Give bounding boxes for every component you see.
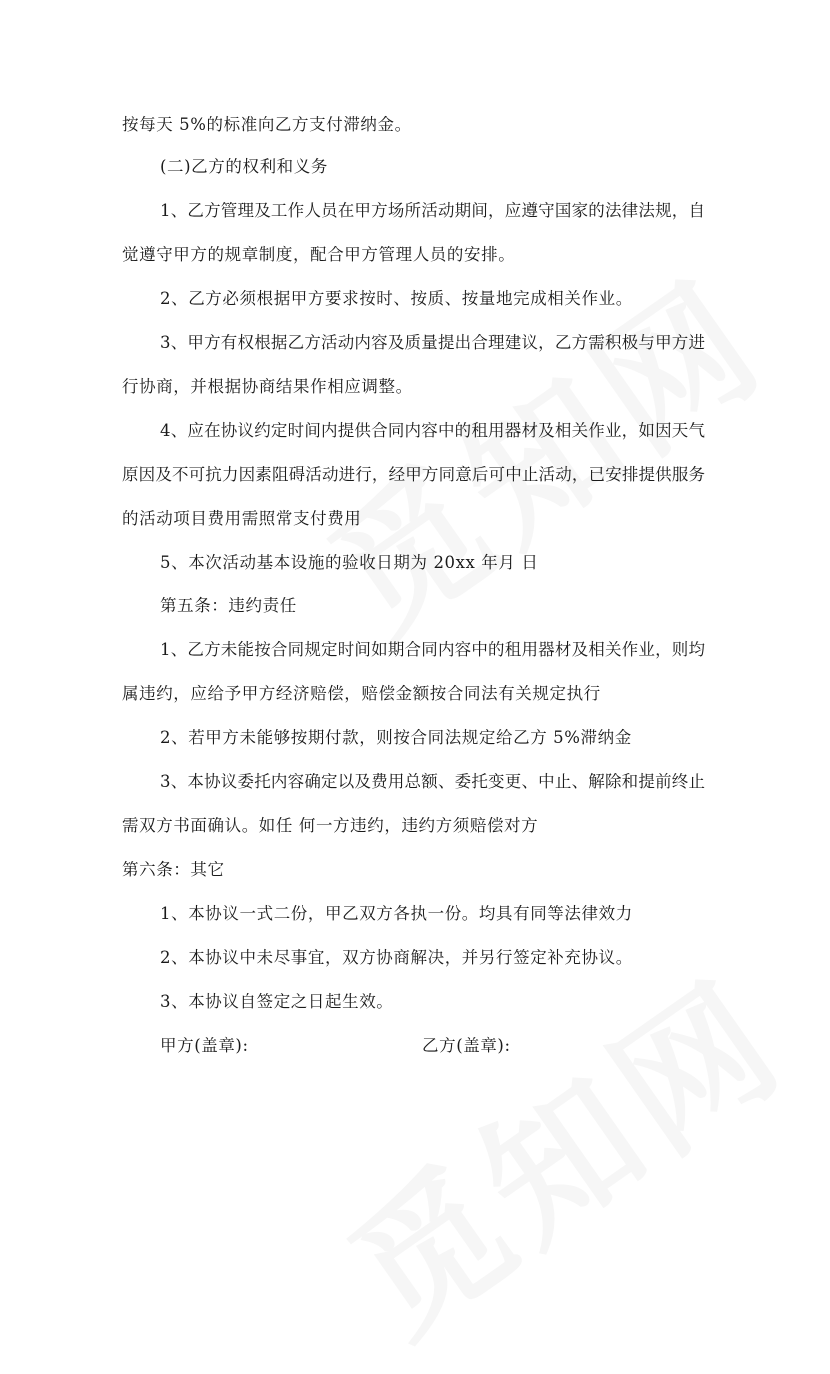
paragraph-line: 的活动项目费用需照常支付费用: [122, 509, 362, 528]
paragraph-line: 1、乙方管理及工作人员在甲方场所活动期间，应遵守国家的法律法规，自: [160, 201, 705, 220]
paragraph-line: 3、本协议自签定之日起生效。: [160, 992, 394, 1011]
section-heading: (二)乙方的权利和义务: [160, 157, 328, 176]
paragraph-line: 原因及不可抗力因素阻碍活动进行，经甲方同意后可中止活动，已安排提供服务: [122, 465, 705, 484]
paragraph-line: 3、本协议委托内容确定以及费用总额、委托变更、中止、解除和提前终止: [160, 772, 705, 791]
paragraph-line: 2、若甲方未能够按期付款，则按合同法规定给乙方 5%滞纳金: [160, 728, 632, 747]
paragraph-line: 属违约，应给予甲方经济赔偿，赔偿金额按合同法有关规定执行: [122, 684, 601, 703]
section-heading: 第五条：违约责任: [160, 596, 297, 615]
paragraph-line: 2、本协议中未尽事宜，双方协商解决，并另行签定补充协议。: [160, 948, 633, 967]
paragraph-line: 需双方书面确认。如任 何一方违约，违约方须赔偿对方: [122, 816, 539, 835]
paragraph-line: 3、甲方有权根据乙方活动内容及质量提出合理建议，乙方需积极与甲方进: [160, 333, 705, 352]
party-a-signature-label: 甲方(盖章):: [160, 1036, 249, 1055]
paragraph-line: 按每天 5%的标准向乙方支付滞纳金。: [122, 115, 412, 134]
party-b-signature-label: 乙方(盖章):: [422, 1036, 511, 1055]
section-heading: 第六条：其它: [122, 860, 225, 879]
paragraph-line: 1、乙方未能按合同规定时间如期合同内容中的租用器材及相关作业，则均: [160, 640, 705, 659]
paragraph-line: 5、本次活动基本设施的验收日期为 20xx 年月 日: [160, 553, 539, 572]
paragraph-line: 行协商，并根据协商结果作相应调整。: [122, 377, 413, 396]
paragraph-line: 1、本协议一式二份，甲乙双方各执一份。均具有同等法律效力: [160, 904, 633, 923]
paragraph-line: 觉遵守甲方的规章制度，配合甲方管理人员的安排。: [122, 245, 516, 264]
paragraph-line: 2、乙方必须根据甲方要求按时、按质、按量地完成相关作业。: [160, 289, 633, 308]
paragraph-line: 4、应在协议约定时间内提供合同内容中的租用器材及相关作业，如因天气: [160, 421, 705, 440]
